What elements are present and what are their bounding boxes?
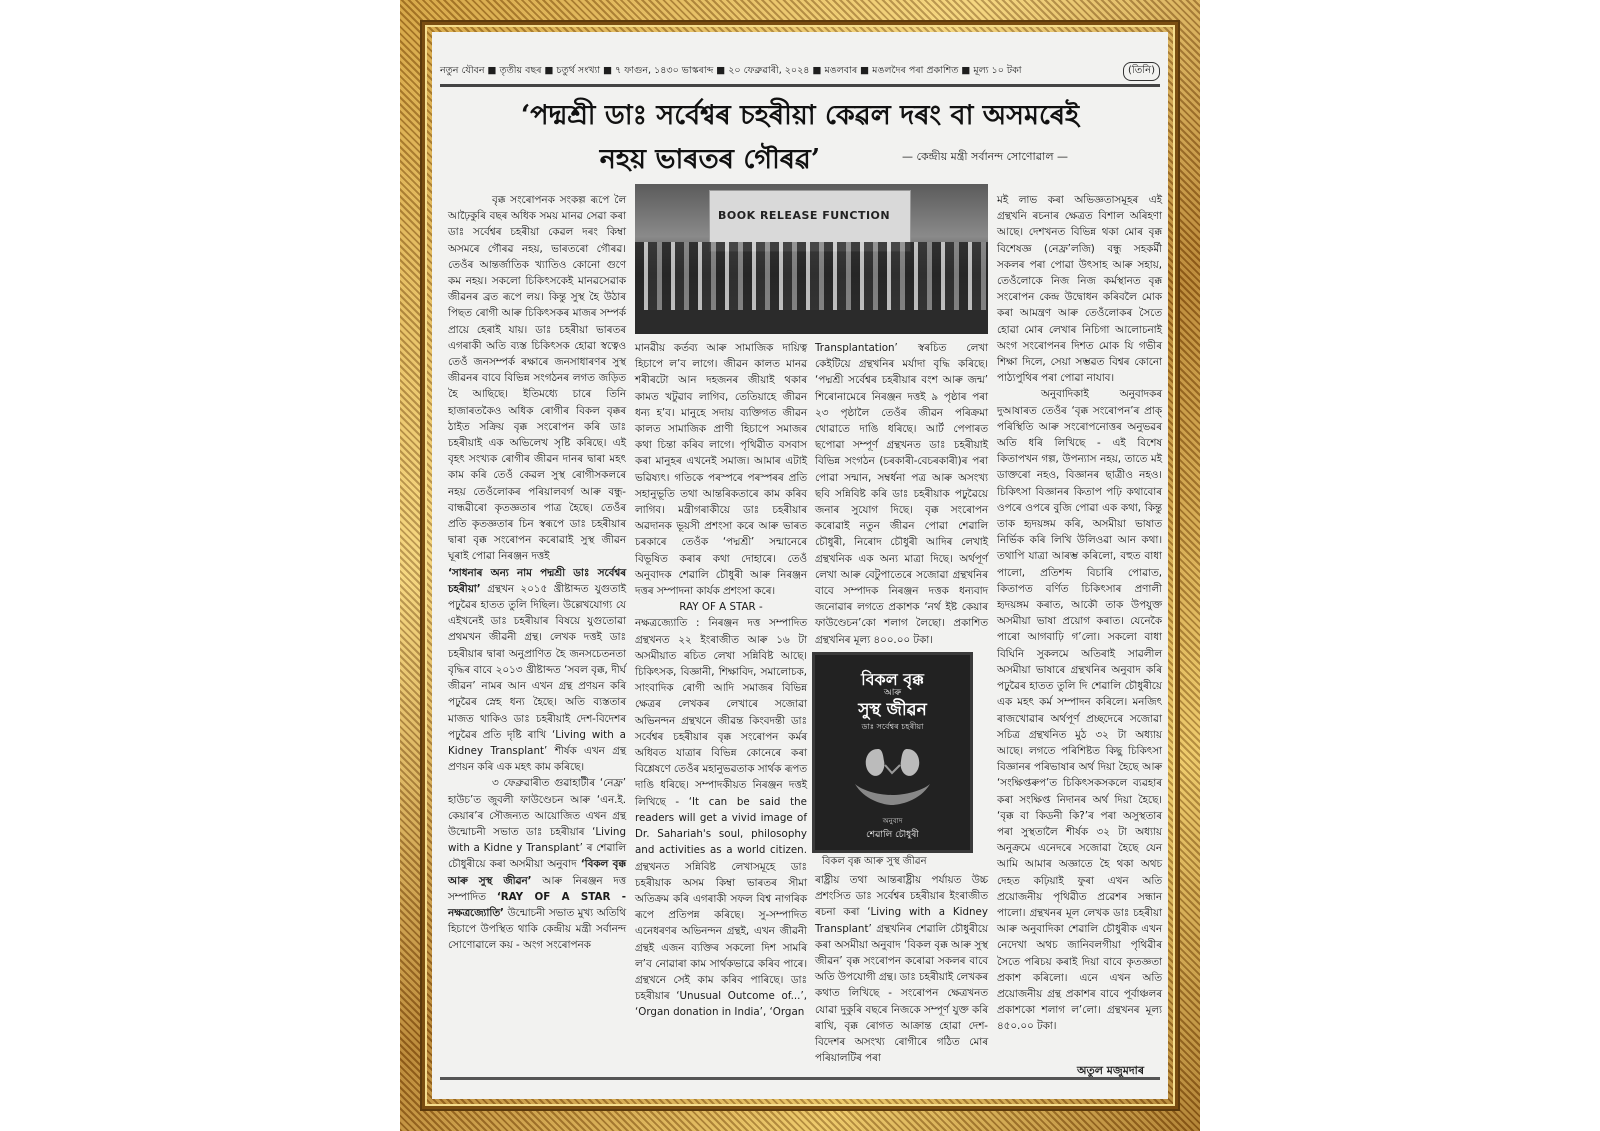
paragraph: Transplantation’ স্বৰচিত লেখা কেইটিয়ে গ্ৰন্থখনিৰ মৰ্যাদা বৃদ্ধি কৰিছে। ‘পদ্মশ্ৰী সৰ্বেশ্বৰ চহৰীয়াৰ বংশ আৰু জন্ম’ শিৰোনামেৰে নিৰঞ্জন দত্তই ৯ পৃষ্ঠাৰ পৰা ২৩ পৃষ্ঠালৈ তেওঁৰ জীৱন পৰিক্ৰমা থোৱাতে দাঙি ধৰিছে। আৰ্ট পেপাৰত ছপোৱা সম্পূৰ্ণ গ্ৰন্থখনত ডাঃ চহৰীয়াই বিভিন্ন সংগঠন (চৰকাৰী-বেচৰকাৰী)ৰ পৰা পোৱা সন্মান, সম্বৰ্ধনা পত্ৰ আৰু অসংখ্য ছবি সন্নিবিষ্ট কৰি ডাঃ চহৰীয়াক পঢ়ুৱৈয়ে জনাৰ সুযোগ দিছে। বৃক্ক সংৰোপন কৰোৱাই নতুন জীৱন পোৱা শেৱালি চৌধুৰী, নিৰোদ চৌধুৰী আদিৰ লেখাই গ্ৰন্থখনিক এক অন্য মাত্ৰা দিছে। অৰ্থপূৰ্ণ লেখা আৰু বেটুপাতেৰে সজোৱা গ্ৰন্থখনিৰ বাবে সম্পাদক নিৰঞ্জন দত্তক ধন্যবাদ জনোৱাৰ লগতে প্ৰকাশক ‘নৰ্থ ইষ্ট কেয়াৰ ফাউণ্ডেচন’কো শলাগ লৈছো। প্ৰকাশিত গ্ৰন্থখনিৰ মূল্য ৪০০.০০ টকা। bbox=[815, 342, 988, 646]
people-on-stage bbox=[635, 242, 988, 312]
byline: — কেন্দ্ৰীয় মন্ত্ৰী সৰ্বানন্দ সোণোৱাল — bbox=[902, 150, 1069, 163]
paragraph: ‘সাধনাৰ অন্য নাম পদ্মশ্ৰী ডাঃ সৰ্বেশ্বৰ চহৰীয়া’ গ্ৰন্থখন ২০১৫ খ্ৰীষ্টাব্দত যুগুতাই পঢ়ুৱৈৰ হাতত তুলি দিছিল। উল্লেখযোগ্য যে এইখনেই ডাঃ চহৰীয়াৰ বিষয়ে যুগুতোৱা প্ৰথমখন জীৱনী গ্ৰন্থ। লেখক দত্তই ডাঃ চহৰীয়াৰ দ্বাৰা অনুপ্ৰাণিত হৈ জনসচেতনতা বৃদ্ধিৰ বাবে ২০১৩ খ্ৰীষ্টাব্দত ‘সবল বৃক্ক, দীৰ্ঘ জীৱন’ নামৰ আন এখন গ্ৰন্থ প্ৰণয়ন কৰি পঢ়ুৱৈৰ স্নেহ ধন্য হৈছে। অতি ব্যস্ততাৰ মাজত থাকিও ডাঃ চহৰীয়াই দেশ-বিদেশৰ পঢ়ুৱৈৰ প্ৰতি দৃষ্টি ৰাখি ‘Living with a Kidney Transplant’ শীৰ্ষক এখন গ্ৰন্থ প্ৰণয়ন কৰি এক মহৎ কাম কৰিছে। bbox=[448, 566, 626, 774]
kidney-hands-icon bbox=[850, 739, 935, 809]
picture-frame bbox=[400, 0, 1200, 1131]
bottom-rule bbox=[440, 1077, 1160, 1080]
article-column-3 bbox=[815, 340, 988, 645]
masthead bbox=[440, 62, 1160, 87]
headline bbox=[468, 94, 1132, 182]
book-title: বিকল বৃক্ক bbox=[861, 670, 924, 689]
paragraph: অনুবাদিকাই অনুবাদকৰ দুআষাৰত তেওঁৰ ‘বৃক্ক সংৰোপন’ৰ প্ৰাক্ পৰিস্থিতি আৰু সংৰোপনোত্তৰ অনুভৱৰ অতি ধৰি লিখিছে - এই বিশেষ কিতাপখন গল্প, উপন্যাস নহয়, তাতে মই ডাক্তৰো নহও, বিজ্ঞানৰ ছাত্ৰীও নহও। চিকিৎসা বিজ্ঞানৰ কিতাপ পঢ়ি কথাবোৰ ওপৰে ওপৰে বুজি পোৱা এক কথা, কিন্তু তাক হৃদয়ঙ্গম কৰি, অসমীয়া ভাষাত নিৰ্ভিক কৰি লিখি উলিওৱা আন কথা। তথাপি যাত্ৰা আৰম্ভ কৰিলো, বহুত বাধা পালো, প্ৰতিশব্দ বিচাৰি পোৱাত, কিতাপত বৰ্ণিত চিকিৎসাৰ প্ৰণালী হৃদয়ঙ্গম কৰাত, আকৌ তাক উপযুক্ত অসমীয়া ভাষা প্ৰয়োগ কৰাত। যেনেকৈ পাৰো আগবাঢ়ি গ’লো। সকলো বাধা বিঘিনি সুকলমে অতিৰাই সাৱলীল অসমীয়া ভাষাৰে গ্ৰন্থখনিৰ অনুবাদ কৰি পঢ়ুৱৈৰ হাতত তুলি দি শেৱালি চৌধুৰীয়ে এক মহৎ কৰ্ম সম্পাদন কৰিলে। মনজিৎ ৰাজখোৱাৰ অৰ্থপূৰ্ণ প্ৰচ্ছদেৰে সজোৱা সচিত্ৰ গ্ৰন্থখনিত মুঠ ৩২ টা অধ্যায় আছে। লগতে পৰিশিষ্টত কিছু চিকিৎসা বিজ্ঞানৰ পৰিভাষাৰ অৰ্থ দিয়া হৈছে আৰু ‘সংক্ষিপ্তৰুপ’ত চিকিৎসকসকলে ব্যৱহাৰ কৰা সংক্ষিপ্ত নিদানৰ অৰ্থ দিয়া হৈছে। ‘বৃক্ক বা কিডনী কি?’ৰ পৰা অসুস্থতাৰ পৰা সুস্থতালৈ শীৰ্ষক ৩২ টা অধ্যায় অনুক্ৰমে এনেদৰে সজোৱা হৈছে যেন আমি আমাৰ অজ্ঞাতে হৈ থকা অথচ দেহত কঢ়িয়াই ফুৰা এখন অতি প্ৰয়োজনীয় পৃথিৱীত প্ৰৱেশৰ সন্ধান পালো। গ্ৰন্থখনৰ মূল লেখক ডাঃ চহৰীয়া আৰু অনুবাদিকা শেৱালি চৌধুৰীক এখন নেদেখা অথচ জানিবলগীয়া পৃথিৱীৰ সৈতে পৰিচয় কৰাই দিয়া বাবে কৃতজ্ঞতা প্ৰকাশ কৰিলো। এনে এখন অতি প্ৰয়োজনীয় গ্ৰন্থ প্ৰকাশৰ বাবে পূৰ্বাঞ্চলৰ প্ৰকাশকো শলাগ ল’লো। গ্ৰন্থখনৰ মূল্য ৪৫০.০০ টকা। bbox=[997, 388, 1162, 1033]
paragraph: মানৱীয় কৰ্তব্য আৰু সামাজিক দায়িত্ব হিচাপে ল’ব লাগে। জীৱন কালত মানৱ শৰীৰটো আন দহজনৰ জীয়াই থকাৰ কামত খটুৱাব লাগিব, তেতিয়াহে জীৱন ধন্য হ’ব। মানুহে সদায় ব্যক্তিগত জীৱন কালত সামাজিক প্ৰাণী হিচাপে সমাজৰ কথা চিন্তা কৰিব লাগে। পৃথিৱীত বসবাস কৰা মানুহৰ এখনেই সমাজ। আমাৰ এটাই ভৱিষ্যৎ। গতিকে পৰস্পৰে পৰস্পৰৰ প্ৰতি সহানুভূতি তথা আন্তৰিকতাৰে কাম কৰিব লাগিব। মন্ত্ৰীগৰাকীয়ে ডাঃ চহৰীয়াৰ অৱদানক ভূয়সী প্ৰশংসা কৰে আৰু ভাৰত চৰকাৰে তেওঁক ‘পদ্মশ্ৰী’ সন্মানেৰে বিভূষিত কৰাৰ কথা দোহাৰে। তেওঁ অনুবাদক শেৱালি চৌধুৰী আৰু নিৰঞ্জন দত্তৰ সম্পাদনা কাৰ্যক প্ৰশংসা কৰে। bbox=[635, 342, 807, 598]
paragraph: নক্ষত্ৰজ্যোতি : নিৰঞ্জন দত্ত সম্পাদিত গ্ৰন্থখনত ২২ ইংৰাজীত আৰু ১৬ টা অসমীয়াত ৰচিত লেখা সন্নিবিষ্ট আছে। চিকিৎসক, বিজ্ঞানী, শিক্ষাবিদ, সমালোচক, সাংবাদিক ৰোগী আদি সমাজৰ বিভিন্ন ক্ষেত্ৰৰ লেখকৰ লেখাৰে সজোৱা অভিনন্দন গ্ৰন্থখনে জীৱন্ত কিংবদন্তী ডাঃ সৰ্বেশ্বৰ চহৰীয়াৰ বৃক্ক সংৰোপন কৰ্মৰ অধিবত যাত্ৰাৰ বিভিন্ন কোনেৰে কৰা বিশ্লেষণে তেওঁৰ মহানুভৱতাক সাৰ্থক ৰূপত দাঙি ধৰিছে। সম্পাদকীয়ত নিৰঞ্জন দত্তই লিখিছে - ‘It can be said the readers will get a vivid image of Dr. Sahariah's soul, philosophy and activities as a world citizen. গ্ৰন্থখনত সন্নিবিষ্ট লেখাসমূহে ডাঃ চহৰীয়াক অসম কিম্বা ভাৰতৰ সীমা অতিক্ৰম কৰি এগৰাকী সফল বিশ্ব নাগৰিক ৰূপে প্ৰতিপন্ন কৰিছে। সু-সম্পাদিত এনেধৰণৰ অভিনন্দন গ্ৰন্থই, এখন জীৱনী গ্ৰন্থই এজন ব্যক্তিৰ সকলো দিশ সামৰি ল’ব নোৱাৰা কাম সাৰ্থকভাৱে কৰিব পাৰে। গ্ৰন্থখনে সেই কাম কৰিব পাৰিছে। ডাঃ চহৰীয়াৰ ‘Unusual Outcome of...’, ‘Organ donation in India’, ‘Organ bbox=[635, 617, 807, 1019]
book-title-conjunction: আৰু bbox=[883, 688, 902, 698]
book-release-photo bbox=[635, 184, 988, 334]
book-caption: বিকল বৃক্ক আৰু সুস্থ জীৱন bbox=[822, 856, 927, 867]
book-author: ডাঃ সৰ্বেশ্বৰ চহৰীয়া bbox=[861, 722, 924, 731]
book-cover bbox=[812, 652, 973, 853]
headline-line2: নহয় ভাৰতৰ গৌৰৱ’ bbox=[599, 144, 821, 175]
book-subtitle: সুস্থ জীৱন bbox=[858, 700, 927, 720]
masthead-info: নতুন যৌবন ■ তৃতীয় বছৰ ■ চতুৰ্থ সংখ্যা ■ ৭ ফাগুন, ১৪৩০ ভাস্কৰাব্দ ■ ২০ ফেব্ৰুৱাৰী, ২০২৪ ■ মঙলবাৰ ■ মঙলদৈৰ পৰা প্ৰকাশিত ■ মূল্য ১০ টকা bbox=[440, 64, 1022, 76]
headline-line1: ‘পদ্মশ্ৰী ডাঃ সৰ্বেশ্বৰ চহৰীয়া কেৱল দৰং বা অসমৰেই bbox=[520, 100, 1080, 131]
paragraph: ৩ ফেব্ৰুৱাৰীত গুৱাহাটীৰ ‘নেফ্ৰ’ হাউচ’ত জুবলী ফাউণ্ডেচন আৰু ‘এন.ই. কেয়াৰ’ৰ সৌজন্যত আয়োজিত এখন গ্ৰন্থ উন্মোচনী সভাত ডাঃ চহৰীয়াৰ ‘Living with a Kidne y Transplant’ ৰ শেৱালি চৌধুৰীয়ে কৰা অসমীয়া অনুবাদ ‘বিকল বৃক্ক আৰু সুস্থ জীৱন’ আৰু নিৰঞ্জন দত্ত সম্পাদিত ‘RAY OF A STAR - নক্ষত্ৰজ্যোতি’ উন্মোচনী সভাত মুখ্য অতিথি হিচাপে উপস্থিত থাকি কেন্দ্ৰীয় মন্ত্ৰী সৰ্বানন্দ সোণোৱালে কয় - অংগ সংৰোপনক bbox=[448, 777, 627, 952]
paragraph: বৃক্ক সংৰোপনক সংকল্প ৰূপে লৈ আঢ়ৈকুৰি বছৰ অধিক সময় মানৱ সেৱা কৰা ডাঃ সৰ্বেশ্বৰ চহৰীয়া কেৱল দৰং কিম্বা অসমৰে গৌৰৱ নহয়, ভাৰতৰো গৌৰৱ। তেওঁৰ আন্তৰ্জাতিক খ্যাতিও কোনো গুণে কম নহয়। সকলো চিকিৎসকেই মানৱসেৱাক জীৱনৰ ব্ৰত ৰূপে লয়। কিন্তু সুস্থ হৈ উঠাৰ পিছত ৰোগী আৰু চিকিৎসকৰ মাজৰ সম্পৰ্ক প্ৰায়ে হেৰাই যায়। ডাঃ চহৰীয়া ভাৰতৰ এগৰাকী অতি ব্যস্ত চিকিৎসক হোৱা স্বত্বেও তেওঁ জনসম্পৰ্ক ৰক্ষাৰে জনসাধাৰণৰ সুস্থ জীৱনৰ বাবে বিভিন্ন সংগঠনৰ লগত জড়িত হৈ আছিছে। ইতিমধ্যে চাৰে তিনি হাজাৰতকৈও অধিক ৰোগীৰ বিকল বৃক্কৰ ঠাইত সক্ৰিয় বৃক্ক সংৰোপন কৰি ডাঃ চহৰীয়াই এক অভিলেখ সৃষ্টি কৰিছে। এই বৃহৎ সংখ্যক ৰোগীৰ জীৱন দানৰ দ্বাৰা মহৎ কাম কৰি তেওঁ কেৱল সুস্থ ৰোগীসকলৰে নহয় তেওঁলোকৰ পৰিয়ালবৰ্গ আৰু বন্ধু-বান্ধৱীৰো কৃতজ্ঞতাৰ পাত্ৰ হৈছে। তেওঁৰ প্ৰতি কৃতজ্ঞতাৰ চিন স্বৰূপে ডাঃ চহৰীয়াৰ দ্বাৰা বৃক্ক সংৰোপন কৰোৱাই সুস্থ জীৱন ঘূৰাই পোৱা নিৰঞ্জন দত্তই bbox=[448, 194, 626, 563]
article-column-4 bbox=[997, 192, 1162, 1057]
paragraph: মই লাভ কৰা অভিজ্ঞতাসমূহৰ এই গ্ৰন্থখনি ৰচনাৰ ক্ষেত্ৰত বিশাল অৰিহণা আছে। দেশখনত বিভিন্ন থকা মোৰ বৃক্ক বিশেষজ্ঞ (নেফ্ৰ’লজি) বন্ধু সহকৰ্মী সকলৰ পৰা পোৱা উৎসাহ আৰু সহায়, তেওঁলোকে নিজ নিজ কৰ্মস্থানত বৃক্ক সংৰোপন কেন্দ্ৰ উদ্বোধন কৰিবলৈ মোক কৰা আমন্ত্ৰণ আৰু তেওঁলোকৰ সৈতে হোৱা মোৰ লেখাৰ নিচিগা আলোচনাই অংগ সংৰোপনৰ দিশত মোক যি গভীৰ শিক্ষা দিলে, সেয়া সম্ভৱত বিশ্বৰ কোনো পাঠ্যপুথিৰ পৰা পোৱা নাযাব। bbox=[997, 194, 1162, 385]
paragraph: ৰাষ্ট্ৰীয় তথা আন্তৰাষ্ট্ৰীয় পৰ্যায়ত উচ্চ প্ৰশংসিত ডাঃ সৰ্বেশ্বৰ চহৰীয়াৰ ইংৰাজীত ৰচনা কৰা ‘Living with a Kidney Transplant’ গ্ৰন্থখনিৰ শেৱালি চৌধুৰীয়ে কৰা অসমীয়া অনুবাদ ‘বিকল বৃক্ক আৰু সুস্থ জীৱন’ বৃক্ক সংৰোপন কৰোৱা সকলৰ বাবে অতি উপযোগী গ্ৰন্থ। ডাঃ চহৰীয়াই লেখকৰ কথাত লিখিছে - সংৰোপন ক্ষেত্ৰখনত যোৱা দুকুৰি বছৰে নিজকে সম্পূৰ্ণ যুক্ত কৰি ৰাখি, বৃক্ক ৰোগত আক্ৰান্ত হোৱা দেশ-বিদেশৰ অসংখ্য ৰোগীৰে গঠিত মোৰ পৰিয়ালটিৰ পৰা bbox=[815, 874, 988, 1065]
book-translator: শেৱালি চৌধুৰী bbox=[866, 830, 919, 840]
article-column-3-continued bbox=[815, 872, 988, 1065]
translator-label: অনুবাদ bbox=[882, 817, 903, 825]
newspaper-page bbox=[432, 32, 1168, 1099]
author-signature: অতুল মজুমদাৰ bbox=[1077, 1064, 1145, 1077]
page-number: (তিনি) bbox=[1123, 62, 1160, 81]
article-column-2 bbox=[635, 340, 807, 1057]
subheading: RAY OF A STAR - bbox=[679, 601, 763, 614]
banner-text: BOOK RELEASE FUNCTION bbox=[718, 209, 891, 222]
stage bbox=[635, 310, 988, 334]
article-column-1 bbox=[448, 192, 626, 1057]
